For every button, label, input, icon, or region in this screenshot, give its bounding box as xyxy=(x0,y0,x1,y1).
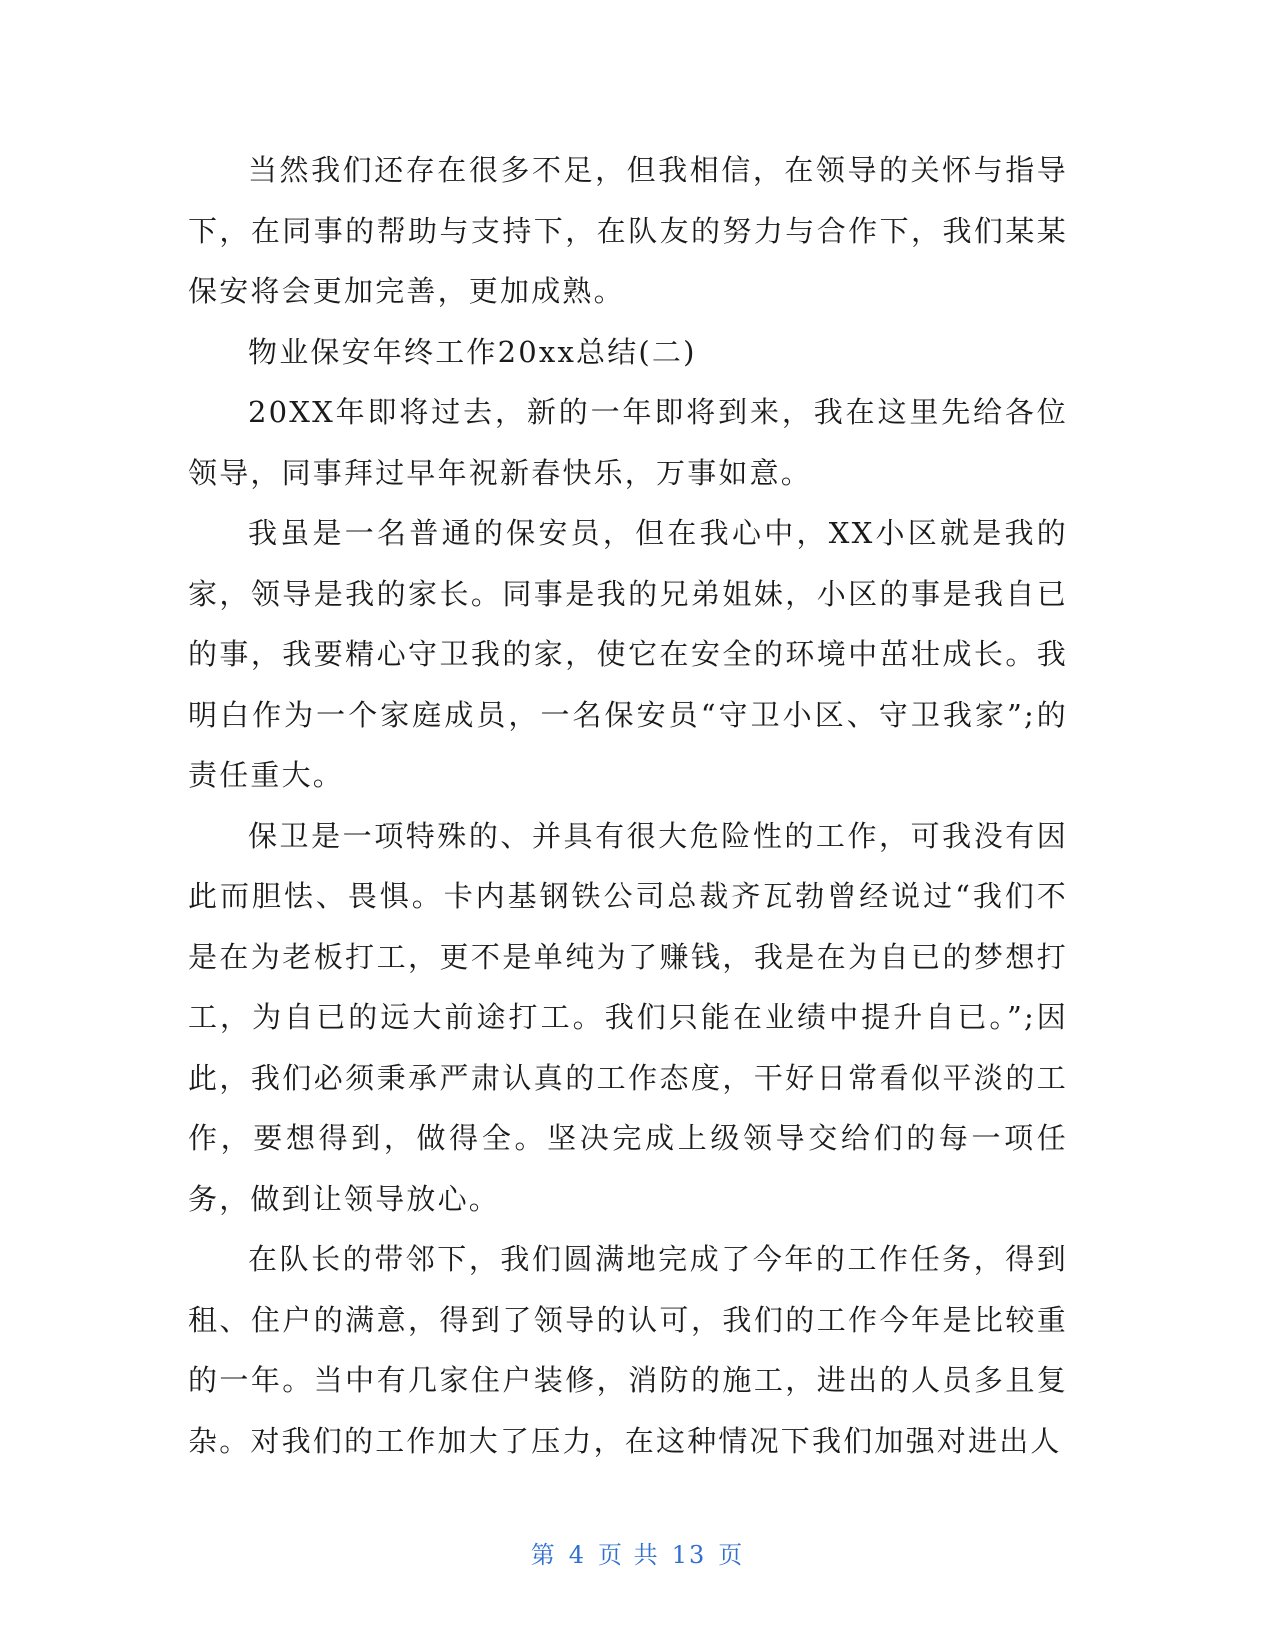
page-footer xyxy=(0,1535,1275,1570)
current-page-number: 4 xyxy=(568,1541,587,1569)
paragraph-work: 在队长的带邻下，我们圆满地完成了今年的工作任务，得到租、住户的满意，得到了领导的认可，我们的工作今年是比较重的一年。当中有几家住户装修，消防的施工，进出的人员多且复杂。对我们的工作加大了压力，在这种情况下我们加强对进出人 xyxy=(188,1242,1068,1458)
footer-suffix: 页 xyxy=(718,1541,745,1569)
paragraph-greeting: 20XX年即将过去，新的一年即将到来，我在这里先给各位领导，同事拜过早年祝新春快乐，万事如意。 xyxy=(188,395,1068,490)
footer-middle: 页 共 xyxy=(598,1541,660,1569)
paragraph-identity: 我虽是一名普通的保安员，但在我心中，XX小区就是我的家，领导是我的家长。同事是我的兄弟姐妹，小区的事是我自已的事，我要精心守卫我的家，使它在安全的环境中茁壮成长。我明白作为一个家庭成员，一名保安员“守卫小区、守卫我家”;的责任重大。 xyxy=(188,516,1068,792)
paragraph-closing: 当然我们还存在很多不足，但我相信，在领导的关怀与指导下，在同事的帮助与支持下，在队友的努力与合作下，我们某某保安将会更加完善，更加成熟。 xyxy=(188,153,1068,308)
paragraph-duty: 保卫是一项特殊的、并具有很大危险性的工作，可我没有因此而胆怯、畏惧。卡内基钢铁公司总裁齐瓦勃曾经说过“我们不是在为老板打工，更不是单纯为了赚钱，我是在为自已的梦想打工，为自已的远大前途打工。我们只能在业绩中提升自已。”;因此，我们必须秉承严肃认真的工作态度，干好日常看似平淡的工作，要想得到，做得全。坚决完成上级领导交给们的每一项任务，做到让领导放心。 xyxy=(188,818,1068,1216)
footer-prefix: 第 xyxy=(530,1541,557,1569)
body-text xyxy=(188,140,1068,1471)
section-heading: 物业保安年终工作20xx总结(二) xyxy=(248,334,697,369)
total-page-count: 13 xyxy=(671,1541,707,1569)
